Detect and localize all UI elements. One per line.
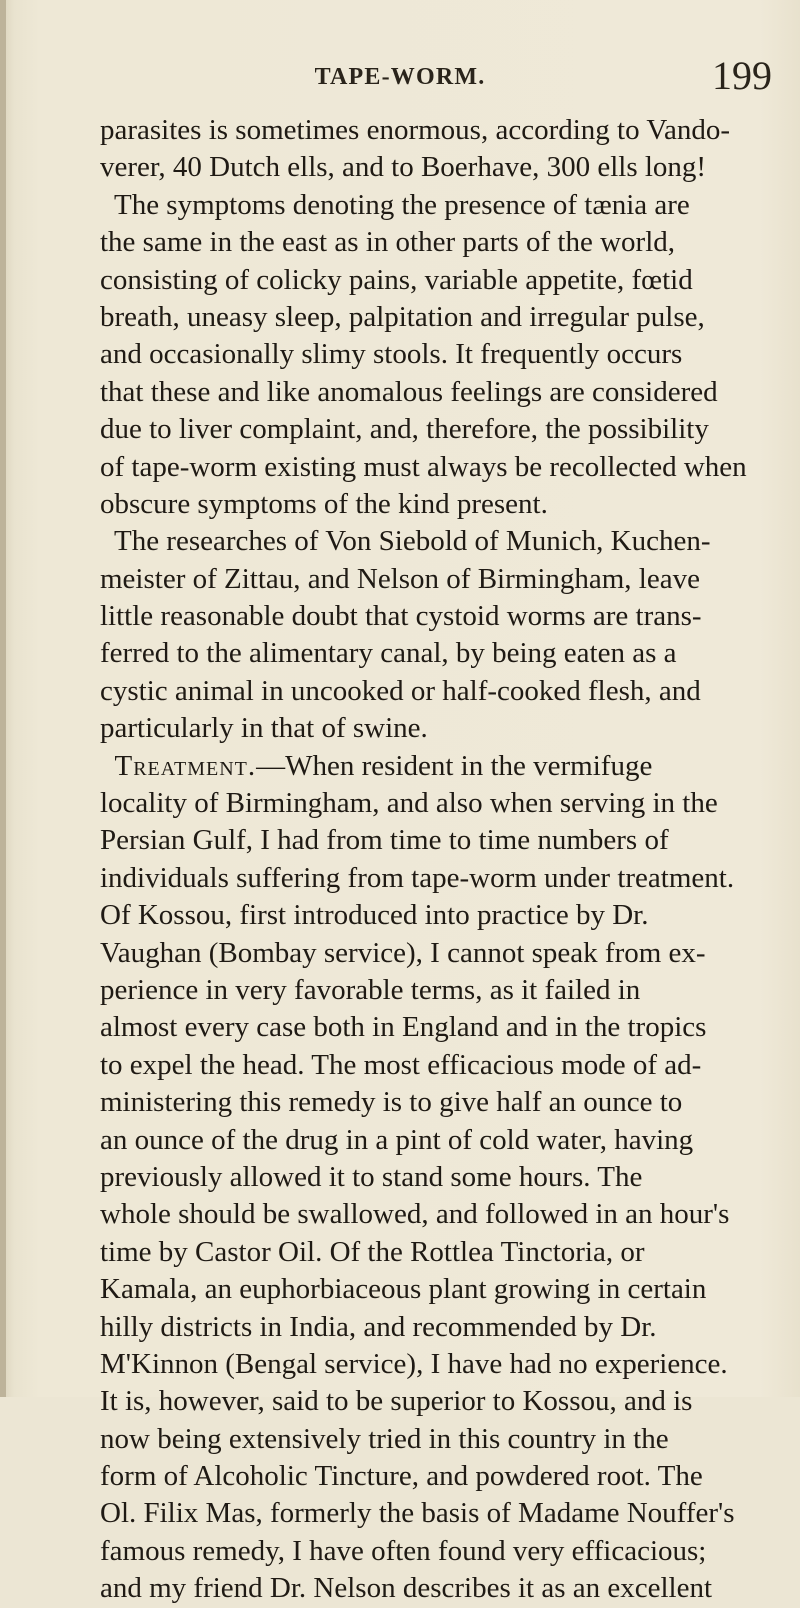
text-line: form of Alcoholic Tincture, and powdered root. The: [100, 1460, 703, 1493]
running-title: TAPE-WORM.: [314, 64, 486, 90]
text-line: consisting of colicky pains, variable appetite, fœtid: [100, 263, 693, 296]
text-line: time by Castor Oil. Of the Rottlea Tinctoria, or: [100, 1235, 645, 1268]
text-line: little reasonable doubt that cystoid worms are trans-: [100, 600, 702, 633]
text-line: ministering this remedy is to give half an ounce to: [100, 1086, 683, 1119]
text-line: the same in the east as in other parts of the world,: [100, 226, 676, 259]
text-line: now being extensively tried in this country in the: [100, 1422, 669, 1455]
text-line: Of Kossou, first introduced into practice by Dr.: [100, 899, 649, 932]
text-line: ferred to the alimentary canal, by being eaten as a: [100, 637, 677, 670]
treatment-heading: Treatment.: [114, 749, 257, 782]
text-line: of tape-worm existing must always be recollected when: [100, 450, 747, 483]
running-head: [0, 53, 800, 98]
text-line: individuals suffering from tape-worm under treatment.: [100, 861, 735, 894]
text-line: whole should be swallowed, and followed in an hour's: [100, 1198, 730, 1231]
treatment-paragraph-start: [100, 748, 788, 785]
text-line: Vaughan (Bombay service), I cannot speak from ex-: [100, 936, 706, 969]
text-line: verer, 40 Dutch ells, and to Boerhave, 300 ells long!: [100, 151, 707, 184]
text-line: It is, however, said to be superior to Kossou, and is: [100, 1385, 693, 1418]
page-number: 199: [712, 53, 772, 98]
text-line: to expel the head. The most efficacious mode of ad-: [100, 1048, 702, 1081]
text-line: M'Kinnon (Bengal service), I have had no experience.: [100, 1347, 728, 1380]
text-line: and my friend Dr. Nelson describes it as an excellent: [100, 1572, 713, 1605]
text-line: Ol. Filix Mas, formerly the basis of Madame Nouffer's: [100, 1497, 735, 1530]
text-line: an ounce of the drug in a pint of cold water, having: [100, 1123, 694, 1156]
text-line: parasites is sometimes enormous, according to Vando-: [100, 114, 731, 146]
text-line: hilly districts in India, and recommended by Dr.: [100, 1310, 657, 1343]
text-line: The symptoms denoting the presence of tænia are: [100, 188, 690, 221]
text-line: particularly in that of swine.: [100, 712, 428, 745]
text-line: cystic animal in uncooked or half-cooked flesh, and: [100, 674, 701, 707]
text-line: almost every case both in England and in the tropics: [100, 1011, 707, 1044]
body-text: [100, 112, 788, 1608]
text-line: breath, uneasy sleep, palpitation and irregular pulse,: [100, 300, 705, 333]
text-line: meister of Zittau, and Nelson of Birmingham, leave: [100, 562, 700, 595]
text-line: —When resident in the vermifuge: [256, 749, 653, 782]
text-line: Kamala, an euphorbiaceous plant growing in certain: [100, 1273, 707, 1306]
text-line: The researches of Von Siebold of Munich, Kuchen-: [100, 525, 711, 558]
text-line: that these and like anomalous feelings are considered: [100, 375, 718, 408]
text-line: Persian Gulf, I had from time to time numbers of: [100, 824, 669, 857]
text-line: perience in very favorable terms, as it failed in: [100, 973, 641, 1006]
text-line: locality of Birmingham, and also when serving in the: [100, 787, 718, 820]
text-line: famous remedy, I have often found very efficacious;: [100, 1534, 707, 1567]
page-binding-edge: [0, 0, 6, 1397]
text-line: due to liver complaint, and, therefore, the possibility: [100, 413, 709, 446]
text-line: obscure symptoms of the kind present.: [100, 487, 548, 520]
text-line: and occasionally slimy stools. It frequently occurs: [100, 338, 683, 371]
text-line: previously allowed it to stand some hours. The: [100, 1160, 643, 1193]
